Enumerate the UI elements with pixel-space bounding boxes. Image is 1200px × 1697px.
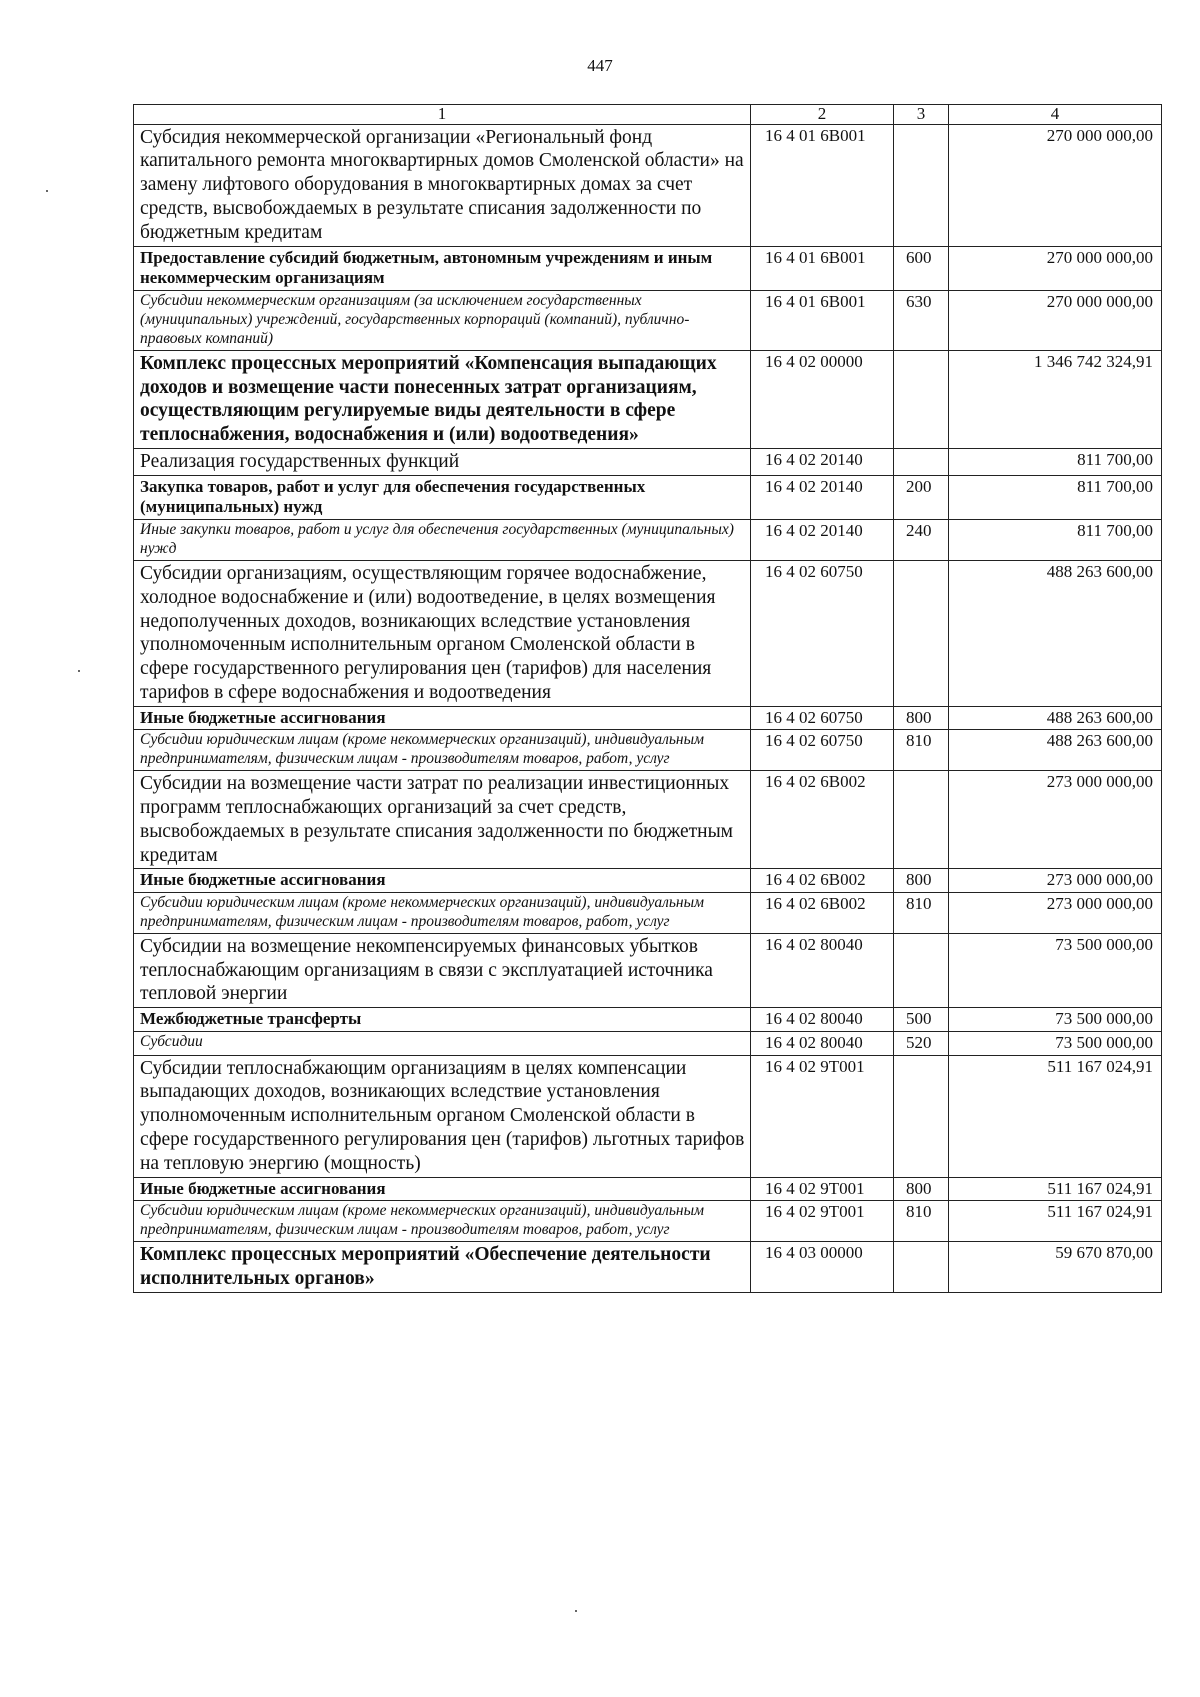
- header-col-3: 3: [894, 105, 949, 125]
- scan-speck: [575, 1610, 577, 1612]
- row-expense-type: 810: [894, 1201, 949, 1242]
- table-row: [134, 706, 1162, 730]
- table-row: [134, 893, 1162, 934]
- row-expense-type: 800: [894, 706, 949, 730]
- row-name: Иные бюджетные ассигнования: [134, 1177, 751, 1201]
- row-code: 16 4 02 60750: [751, 560, 894, 706]
- row-code: 16 4 02 60750: [751, 730, 894, 771]
- row-expense-type: [894, 771, 949, 869]
- row-amount: 270 000 000,00: [949, 291, 1162, 351]
- row-code: 16 4 01 6В001: [751, 291, 894, 351]
- row-expense-type: 800: [894, 1177, 949, 1201]
- table-row: [134, 1008, 1162, 1032]
- row-code: 16 4 02 9Т001: [751, 1177, 894, 1201]
- table-row: [134, 520, 1162, 561]
- row-name: Закупка товаров, работ и услуг для обеспечения государственных (муниципальных) нужд: [134, 475, 751, 519]
- row-code: 16 4 02 6В002: [751, 869, 894, 893]
- table-row: [134, 350, 1162, 448]
- table-row: [134, 1055, 1162, 1177]
- row-expense-type: 200: [894, 475, 949, 519]
- table-row: [134, 448, 1162, 475]
- row-name: Реализация государственных функций: [134, 448, 751, 475]
- row-amount: 273 000 000,00: [949, 869, 1162, 893]
- row-amount: 811 700,00: [949, 475, 1162, 519]
- row-name: Комплекс процессных мероприятий «Компенсация выпадающих доходов и возмещение части понесенных затрат организациям, осуществляющим регулируемые виды деятельности в сфере теплоснабжения, водоснабжения и (или) водоотведения»: [134, 350, 751, 448]
- row-amount: 73 500 000,00: [949, 1031, 1162, 1055]
- row-amount: 1 346 742 324,91: [949, 350, 1162, 448]
- row-code: 16 4 02 80040: [751, 1008, 894, 1032]
- row-amount: 270 000 000,00: [949, 124, 1162, 246]
- table-row: [134, 124, 1162, 246]
- row-code: 16 4 01 6В001: [751, 124, 894, 246]
- row-expense-type: [894, 1055, 949, 1177]
- row-expense-type: 600: [894, 246, 949, 290]
- row-amount: 73 500 000,00: [949, 1008, 1162, 1032]
- row-name: Субсидии: [134, 1031, 751, 1055]
- row-amount: 273 000 000,00: [949, 893, 1162, 934]
- row-amount: 488 263 600,00: [949, 706, 1162, 730]
- row-expense-type: 810: [894, 893, 949, 934]
- budget-table: [133, 104, 1162, 1293]
- row-name: Субсидии организациям, осуществляющим горячее водоснабжение, холодное водоснабжение и (или) водоотведение, в целях возмещения недополученных доходов, возникающих вследствие установления уполномоченным исполнительным органом Смоленской области в сфере государственного регулирования цен (тарифов) для населения тарифов в сфере водоснабжения и водоотведения: [134, 560, 751, 706]
- header-col-2: 2: [751, 105, 894, 125]
- row-name: Субсидии на возмещение части затрат по реализации инвестиционных программ теплоснабжающих организаций за счет средств, высвобождаемых в результате списания задолженности по бюджетным кредитам: [134, 771, 751, 869]
- row-name: Предоставление субсидий бюджетным, автономным учреждениям и иным некоммерческим организациям: [134, 246, 751, 290]
- row-amount: 59 670 870,00: [949, 1242, 1162, 1293]
- row-amount: 511 167 024,91: [949, 1201, 1162, 1242]
- row-expense-type: 500: [894, 1008, 949, 1032]
- row-amount: 811 700,00: [949, 448, 1162, 475]
- table-row: [134, 730, 1162, 771]
- row-code: 16 4 02 80040: [751, 1031, 894, 1055]
- row-amount: 511 167 024,91: [949, 1177, 1162, 1201]
- table-row: [134, 933, 1162, 1007]
- row-name: Субсидии некоммерческим организациям (за исключением государственных (муниципальных) учреждений, государственных корпораций (компаний), публично-правовых компаний): [134, 291, 751, 351]
- row-expense-type: [894, 1242, 949, 1293]
- table-row: [134, 475, 1162, 519]
- table-row: [134, 291, 1162, 351]
- scan-speck: [46, 190, 48, 192]
- row-name: Иные бюджетные ассигнования: [134, 706, 751, 730]
- table-row: [134, 1201, 1162, 1242]
- row-code: 16 4 02 80040: [751, 933, 894, 1007]
- row-amount: 273 000 000,00: [949, 771, 1162, 869]
- row-expense-type: [894, 933, 949, 1007]
- row-code: 16 4 02 20140: [751, 448, 894, 475]
- row-code: 16 4 02 20140: [751, 475, 894, 519]
- row-name: Комплекс процессных мероприятий «Обеспечение деятельности исполнительных органов»: [134, 1242, 751, 1293]
- table-row: [134, 1031, 1162, 1055]
- row-code: 16 4 02 00000: [751, 350, 894, 448]
- table-row: [134, 246, 1162, 290]
- row-name: Иные бюджетные ассигнования: [134, 869, 751, 893]
- row-expense-type: [894, 124, 949, 246]
- row-code: 16 4 02 6В002: [751, 771, 894, 869]
- row-amount: 73 500 000,00: [949, 933, 1162, 1007]
- row-code: 16 4 02 6В002: [751, 893, 894, 934]
- row-name: Субсидии теплоснабжающим организациям в целях компенсации выпадающих доходов, возникающих вследствие установления уполномоченным исполнительным органом Смоленской области в сфере государственного регулирования цен (тарифов) льготных тарифов на тепловую энергию (мощность): [134, 1055, 751, 1177]
- table-header-row: [134, 105, 1162, 125]
- row-amount: 488 263 600,00: [949, 730, 1162, 771]
- row-expense-type: 520: [894, 1031, 949, 1055]
- row-amount: 270 000 000,00: [949, 246, 1162, 290]
- table-row: [134, 771, 1162, 869]
- table-row: [134, 1177, 1162, 1201]
- page-number: 447: [587, 56, 613, 75]
- row-expense-type: 630: [894, 291, 949, 351]
- row-expense-type: 800: [894, 869, 949, 893]
- header-col-1: 1: [134, 105, 751, 125]
- row-code: 16 4 02 9Т001: [751, 1201, 894, 1242]
- row-code: 16 4 03 00000: [751, 1242, 894, 1293]
- table-row: [134, 560, 1162, 706]
- scan-speck: [78, 670, 80, 672]
- row-name: Субсидии юридическим лицам (кроме некоммерческих организаций), индивидуальным предпринимателям, физическим лицам - производителям товаров, работ, услуг: [134, 730, 751, 771]
- row-amount: 488 263 600,00: [949, 560, 1162, 706]
- header-col-4: 4: [949, 105, 1162, 125]
- row-expense-type: [894, 350, 949, 448]
- row-expense-type: 810: [894, 730, 949, 771]
- table-row: [134, 1242, 1162, 1293]
- row-expense-type: [894, 448, 949, 475]
- row-code: 16 4 02 9Т001: [751, 1055, 894, 1177]
- row-name: Межбюджетные трансферты: [134, 1008, 751, 1032]
- row-amount: 511 167 024,91: [949, 1055, 1162, 1177]
- row-name: Иные закупки товаров, работ и услуг для обеспечения государственных (муниципальных) нужд: [134, 520, 751, 561]
- row-expense-type: 240: [894, 520, 949, 561]
- row-name: Субсидия некоммерческой организации «Региональный фонд капитального ремонта многоквартирных домов Смоленской области» на замену лифтового оборудования в многоквартирных домах за счет средств, высвобождаемых в результате списания задолженности по бюджетным кредитам: [134, 124, 751, 246]
- table-row: [134, 869, 1162, 893]
- row-name: Субсидии юридическим лицам (кроме некоммерческих организаций), индивидуальным предпринимателям, физическим лицам - производителям товаров, работ, услуг: [134, 893, 751, 934]
- row-name: Субсидии на возмещение некомпенсируемых финансовых убытков теплоснабжающим организациям в связи с эксплуатацией источника тепловой энергии: [134, 933, 751, 1007]
- row-code: 16 4 01 6В001: [751, 246, 894, 290]
- row-code: 16 4 02 20140: [751, 520, 894, 561]
- row-name: Субсидии юридическим лицам (кроме некоммерческих организаций), индивидуальным предпринимателям, физическим лицам - производителям товаров, работ, услуг: [134, 1201, 751, 1242]
- row-amount: 811 700,00: [949, 520, 1162, 561]
- row-expense-type: [894, 560, 949, 706]
- row-code: 16 4 02 60750: [751, 706, 894, 730]
